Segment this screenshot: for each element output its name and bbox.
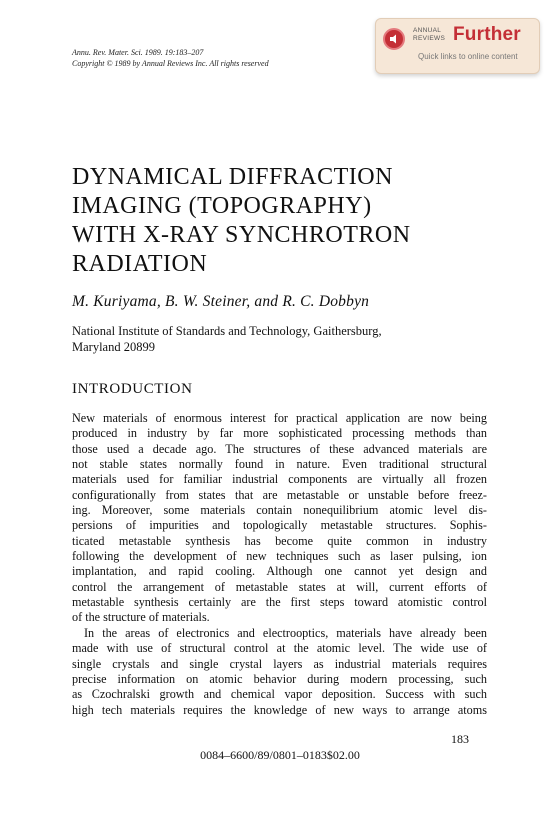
text-line: configurationally from states that are metastable or unstable before freez- bbox=[72, 487, 487, 502]
text-line: control the arrangement of metastable states at will, current efforts of bbox=[72, 579, 487, 594]
price-code: 0084–6600/89/0801–0183$02.00 bbox=[200, 748, 360, 762]
banner-subtitle: Quick links to online content bbox=[418, 52, 518, 61]
text-line: those used a decade ago. The structures of these advanced materials are bbox=[72, 441, 487, 456]
brand-line-reviews: REVIEWS bbox=[413, 34, 446, 42]
text-line: produced in industry by far more sophisticated processing methods than bbox=[72, 426, 487, 441]
further-links-banner[interactable] bbox=[375, 18, 540, 74]
text-line: ticated metastable synthesis has become quite common in industry bbox=[72, 533, 487, 548]
banner-further-label: Further bbox=[453, 24, 521, 45]
section-heading: INTRODUCTION bbox=[72, 381, 193, 397]
text-line: of the structure of materials. bbox=[72, 610, 210, 625]
text-line: In the areas of electronics and electrooptics, materials have already been bbox=[84, 625, 487, 640]
text-line: New materials of enormous interest for practical application are now being bbox=[72, 411, 487, 425]
page-number: 183 bbox=[451, 732, 469, 746]
title-line: RADIATION bbox=[72, 251, 208, 277]
title-line: DYNAMICAL DIFFRACTION bbox=[72, 164, 393, 190]
text-line: made with use of structural control at the atomic level. The wide use of bbox=[72, 641, 487, 656]
body-text bbox=[72, 411, 487, 718]
citation-line: Annu. Rev. Mater. Sci. 1989. 19:183–207 bbox=[72, 48, 204, 57]
text-line: ing. Moreover, some materials contain nonequilibrium atomic level dis- bbox=[72, 503, 487, 518]
text-line: implantation, and rapid cooling. Although one cannot yet design and bbox=[72, 564, 487, 579]
journal-citation bbox=[72, 47, 269, 69]
text-line: materials used for familiar industrial components are virtually all frozen bbox=[72, 472, 487, 487]
copyright-line: Copyright © 1989 by Annual Reviews Inc. All rights reserved bbox=[72, 59, 269, 68]
affiliation-line: Maryland 20899 bbox=[72, 340, 155, 354]
text-line: persions of impurities and topologically metastable structures. Sophis- bbox=[72, 518, 487, 533]
affiliation bbox=[72, 323, 452, 355]
text-line: not stable states normally found in nature. Even traditional structural bbox=[72, 457, 487, 472]
text-line: single crystals and single crystal layers as industrial materials requires bbox=[72, 656, 487, 671]
article-title bbox=[72, 163, 492, 279]
title-line: IMAGING (TOPOGRAPHY) bbox=[72, 193, 372, 219]
title-line: WITH X-RAY SYNCHROTRON bbox=[72, 222, 411, 248]
paragraph bbox=[72, 411, 487, 626]
text-line: as Czochralski growth and chemical vapor deposition. Success with such bbox=[72, 687, 487, 702]
author-list: M. Kuriyama, B. W. Steiner, and R. C. Dobbyn bbox=[72, 293, 370, 310]
text-line: precise information on atomic behavior during modern processing, such bbox=[72, 671, 487, 686]
banner-brand bbox=[413, 27, 445, 42]
text-line: following the development of new techniques such as laser pulsing, ion bbox=[72, 549, 487, 564]
paragraph bbox=[72, 626, 487, 718]
affiliation-line: National Institute of Standards and Technology, Gaithersburg, bbox=[72, 324, 382, 338]
text-line: metastable synthesis certainly are the first steps toward atomistic control bbox=[72, 595, 487, 610]
brand-line-annual: ANNUAL bbox=[413, 27, 442, 34]
annual-reviews-logo-icon bbox=[383, 28, 405, 50]
text-line: high tech materials requires the knowledge of new ways to arrange atoms bbox=[72, 702, 487, 717]
